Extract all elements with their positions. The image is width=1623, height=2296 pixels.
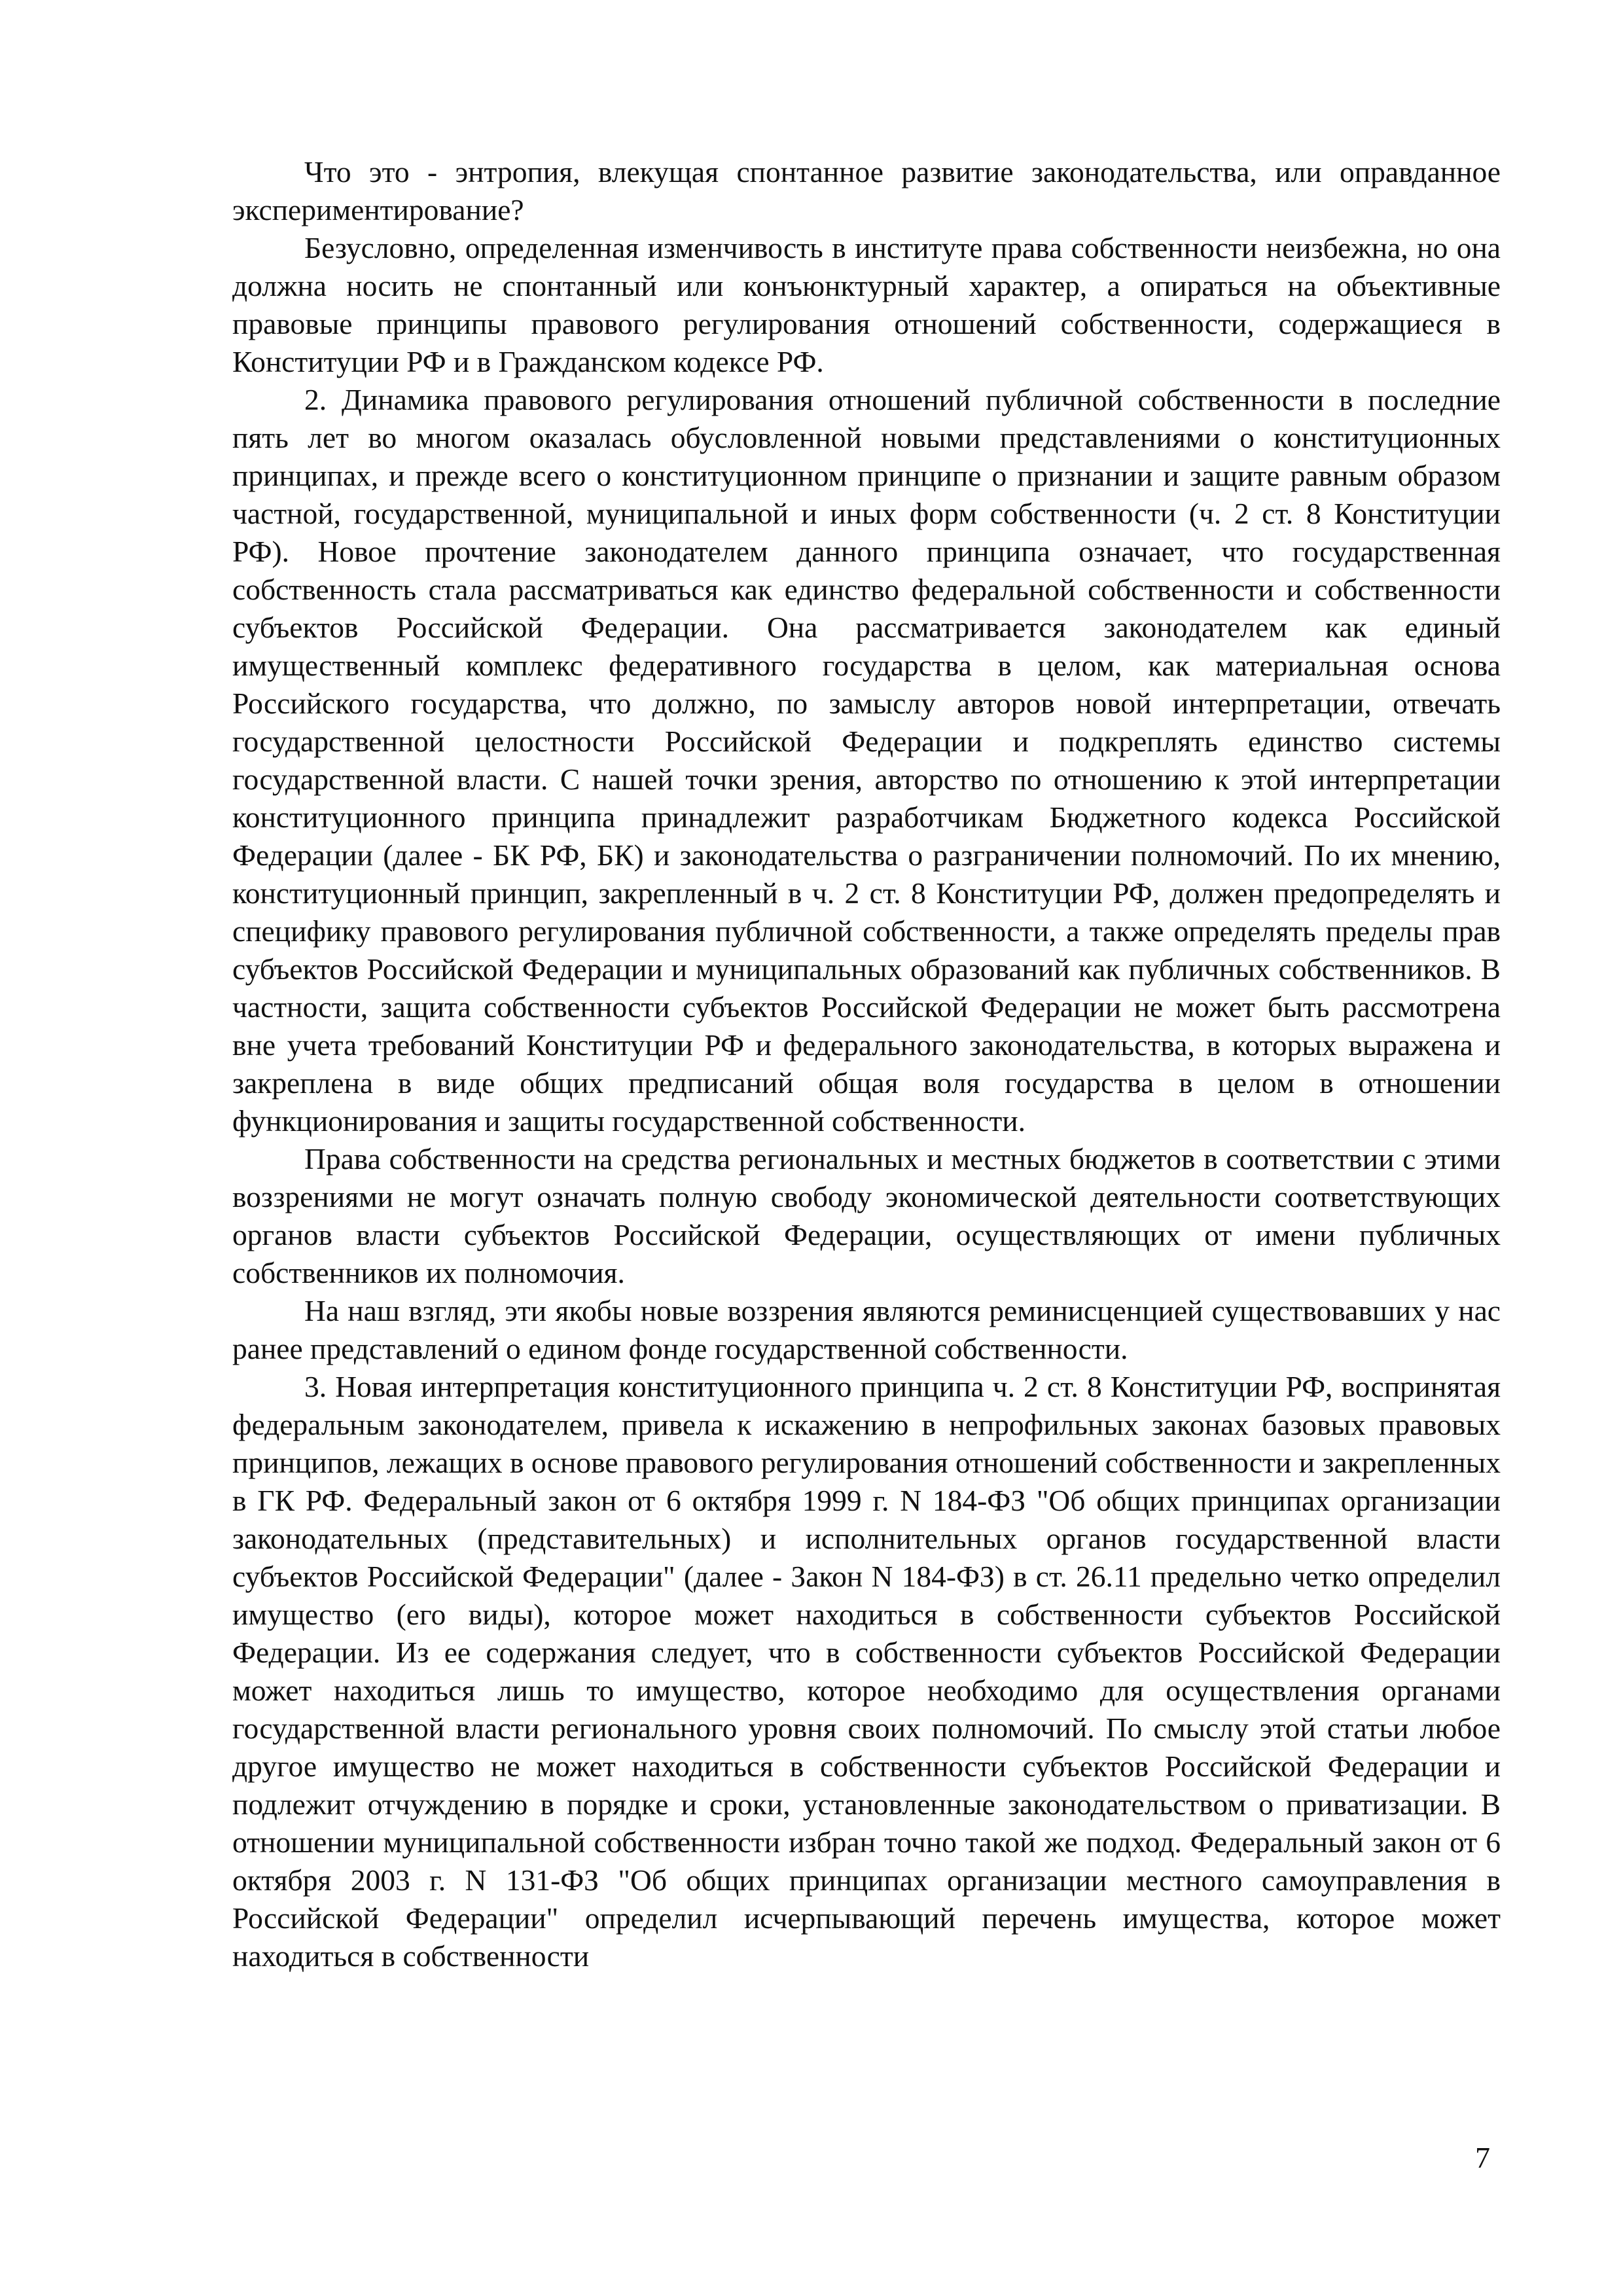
page-number: 7 xyxy=(1475,2141,1490,2174)
paragraph-reminiscence: На наш взгляд, эти якобы новые воззрения являются реминисценцией существовавших у нас ранее представлений о едином фонде государственной собственности. xyxy=(232,1294,1501,1365)
paragraph-variability: Безусловно, определенная изменчивость в институте права собственности неизбежна, но она должна носить не спонтанный или конъюнктурный характер, а опираться на объективные правовые принципы правового регулирования отношений собственности, содержащиеся в Конституции РФ и в Гражданском кодексе РФ. xyxy=(232,231,1501,378)
document-body xyxy=(232,153,1501,1975)
paragraph-section-3: 3. Новая интерпретация конституционного принципа ч. 2 ст. 8 Конституции РФ, воспринятая федеральным законодателем, привела к искажению в непрофильных законах базовых правовых принципов, лежащих в основе правового регулирования отношений собственности и закрепленных в ГК РФ. Федеральный закон от 6 октября 1999 г. N 184-ФЗ "Об общих принципах организации законодательных (представительных) и исполнительных органов государственной власти субъектов Российской Федерации" (далее - Закон N 184-ФЗ) в ст. 26.11 предельно четко определил имущество (его виды), которое может находиться в собственности субъектов Российской Федерации. Из ее содержания следует, что в собственности субъектов Российской Федерации может находиться лишь то имущество, которое необходимо для осуществления органами государственной власти регионального уровня своих полномочий. По смыслу этой статьи любое другое имущество не может находиться в собственности субъектов Российской Федерации и подлежит отчуждению в порядке и сроки, установленные законодательством о приватизации. В отношении муниципальной собственности избран точно такой же подход. Федеральный закон от 6 октября 2003 г. N 131-ФЗ "Об общих принципах организации местного самоуправления в Российской Федерации" определил исчерпывающий перечень имущества, которое может находиться в собственности xyxy=(232,1370,1501,1973)
paragraph-entropy-question: Что это - энтропия, влекущая спонтанное развитие законодательства, или оправданное экспериментирование? xyxy=(232,155,1501,226)
paragraph-section-2: 2. Динамика правового регулирования отношений публичной собственности в последние пять лет во многом оказалась обусловленной новыми представлениями о конституционных принципах, и прежде всего о конституционном принципе о признании и защите равным образом частной, государственной, муниципальной и иных форм собственности (ч. 2 ст. 8 Конституции РФ). Новое прочтение законодателем данного принципа означает, что государственная собственность стала рассматриваться как единство федеральной собственности и собственности субъектов Российской Федерации. Она рассматривается законодателем как единый имущественный комплекс федеративного государства в целом, как материальная основа Российского государства, что должно, по замыслу авторов новой интерпретации, отвечать государственной целостности Российской Федерации и подкреплять единство системы государственной власти. С нашей точки зрения, авторство по отношению к этой интерпретации конституционного принципа принадлежит разработчикам Бюджетного кодекса Российской Федерации (далее - БК РФ, БК) и законодательства о разграничении полномочий. По их мнению, конституционный принцип, закрепленный в ч. 2 ст. 8 Конституции РФ, должен предопределять и специфику правового регулирования публичной собственности, а также определять пределы прав субъектов Российской Федерации и муниципальных образований как публичных собственников. В частности, защита собственности субъектов Российской Федерации не может быть рассмотрена вне учета требований Конституции РФ и федерального законодательства, в которых выражена и закреплена в виде общих предписаний общая воля государства в целом в отношении функционирования и защиты государственной собственности. xyxy=(232,383,1501,1138)
paragraph-budget-rights: Права собственности на средства региональных и местных бюджетов в соответствии с этими воззрениями не могут означать полную свободу экономической деятельности соответствующих органов власти субъектов Российской Федерации, осуществляющих от имени публичных собственников их полномочия. xyxy=(232,1142,1501,1289)
